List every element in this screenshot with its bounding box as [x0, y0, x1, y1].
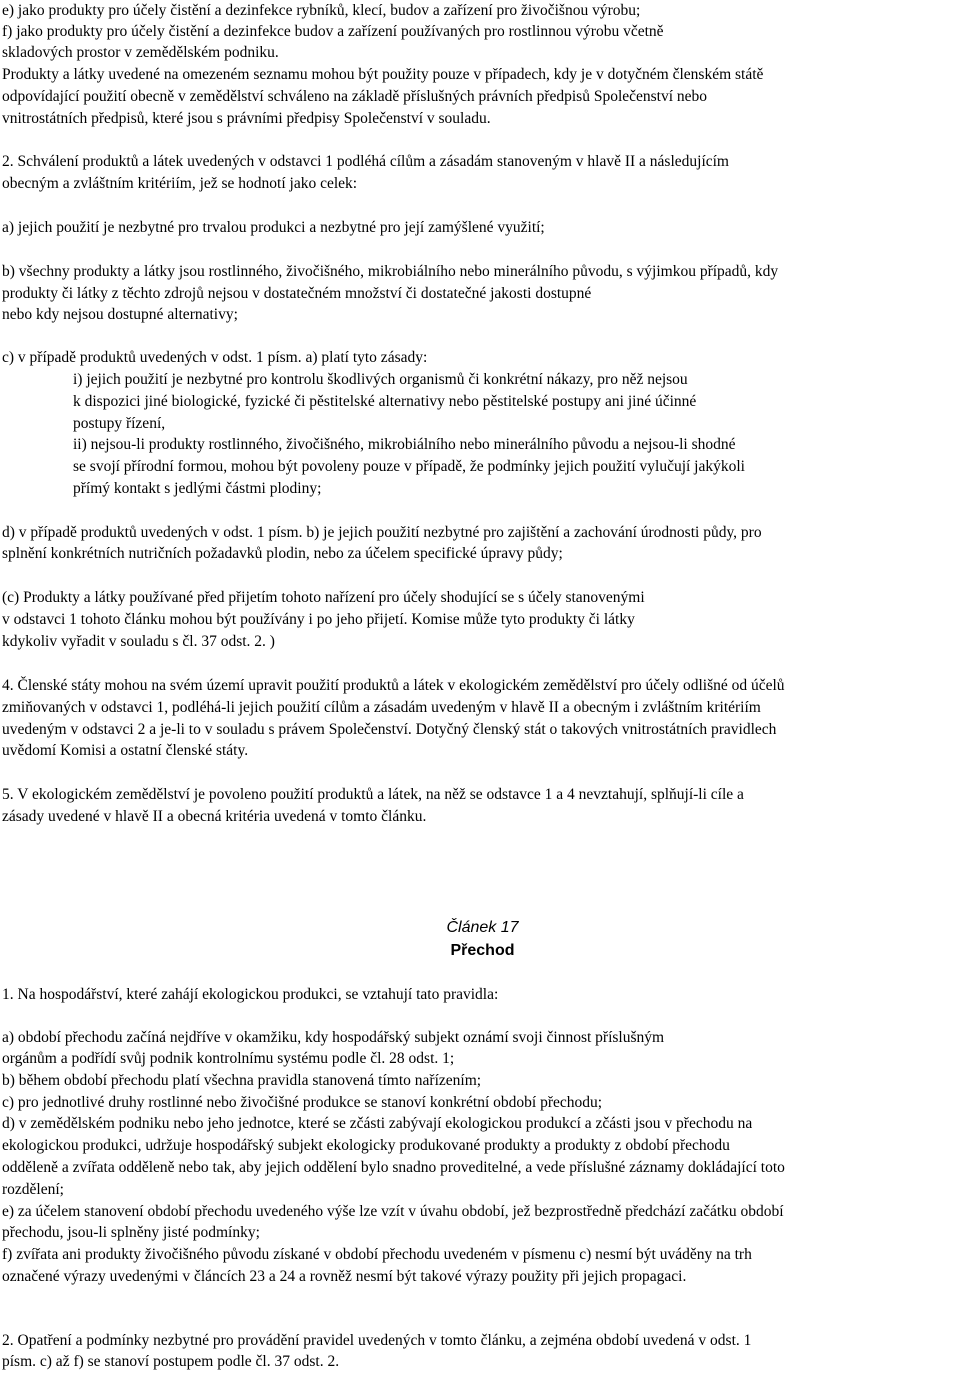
text-line: uvědomí Komisi a ostatní členské státy. — [2, 742, 249, 759]
text-line: f) zvířata ani produkty živočišného původu získané v období přechodu uvedeném v písmenu c) nesmí být uváděny na trh — [2, 1246, 752, 1263]
text-line: uvedeným v odstavci 2 a je-li to v souladu s právem Společenství. Dotyčný členský stát o takových vnitrostátních pravidlech — [2, 721, 777, 738]
text-line: splnění konkrétních nutričních požadavků plodin, nebo za účelem specifické úpravy půdy; — [2, 545, 563, 562]
text-line: přímý kontakt s jedlými částmi plodiny; — [73, 480, 322, 497]
text-line: 1. Na hospodářství, které zahájí ekologickou produkci, se vztahují tato pravidla: — [2, 986, 499, 1003]
text-line: d) v zemědělském podniku nebo jeho jednotce, které se zčásti zabývají ekologickou produkcí a zčásti jsou v přechodu na — [2, 1115, 753, 1132]
text-line: vnitrostátních předpisů, které jsou s právními předpisy Společenství v souladu. — [2, 110, 491, 127]
text-line: orgánům a podřídí svůj podnik kontrolnímu systému podle čl. 28 odst. 1; — [2, 1050, 455, 1067]
text-line: označené výrazy uvedenými v článcích 23 a 24 a rovněž nesmí být takové výrazy použity při jejich propagaci. — [2, 1268, 687, 1285]
text-line: 2. Opatření a podmínky nezbytné pro provádění pravidel uvedených v tomto článku, a zejména období uvedená v odst. 1 — [2, 1332, 752, 1349]
text-line: e) za účelem stanovení období přechodu uvedeného výše lze vzít v úvahu období, jež bezprostředně předchází začátku období — [2, 1203, 784, 1220]
article-number: Článek 17 — [446, 919, 519, 936]
text-line: a) období přechodu začíná nejdříve v okamžiku, kdy hospodářský subjekt oznámí svoji činnost příslušným — [2, 1029, 665, 1046]
text-line: se svojí přírodní formou, mohou být povoleny pouze v případě, že podmínky jejich použití vylučují jakýkoli — [73, 458, 745, 475]
text-line: d) v případě produktů uvedených v odst. 1 písm. b) je jejich použití nezbytné pro zajištění a zachování úrodnosti půdy, pro — [2, 524, 762, 541]
text-line: Produkty a látky uvedené na omezeném seznamu mohou být použity pouze v případech, kdy je v dotyčném členském státě — [2, 66, 764, 83]
text-line: k dispozici jiné biologické, fyzické či pěstitelské alternativy nebo pěstitelské postupy ani jiné účinné — [73, 393, 697, 410]
text-line: b) během období přechodu platí všechna pravidla stanovená tímto nařízením; — [2, 1072, 482, 1089]
text-line: odpovídající použití obecně v zemědělství schváleno na základě příslušných právních předpisů Společenství nebo — [2, 88, 708, 105]
text-line: postupy řízení, — [73, 415, 166, 432]
text-line: a) jejich použití je nezbytné pro trvalou produkci a nezbytné pro její zamýšlené využití; — [2, 219, 545, 236]
text-line: přechodu, jsou-li splněny jisté podmínky; — [2, 1224, 260, 1241]
text-line: zásady uvedené v hlavě II a obecná kritéria uvedená v tomto článku. — [2, 808, 427, 825]
text-line: produkty či látky z těchto zdrojů nejsou v dostatečném množství či dostatečné jakosti dostupné — [2, 285, 592, 302]
article-title: Přechod — [450, 942, 515, 959]
text-line: e) jako produkty pro účely čistění a dezinfekce rybníků, klecí, budov a zařízení pro živočišnou výrobu; — [2, 2, 641, 19]
text-line: c) v případě produktů uvedených v odst. 1 písm. a) platí tyto zásady: — [2, 349, 428, 366]
text-line: b) všechny produkty a látky jsou rostlinného, živočišného, mikrobiálního nebo minerálního původu, s výjimkou případů, kdy — [2, 263, 779, 280]
text-line: i) jejich použití je nezbytné pro kontrolu škodlivých organismů či konkrétní nákazy, pro něž nejsou — [73, 371, 688, 388]
text-line: 2. Schválení produktů a látek uvedených v odstavci 1 podléhá cílům a zásadám stanoveným v hlavě II a následujícím — [2, 153, 729, 170]
text-line: (c) Produkty a látky používané před přijetím tohoto nařízení pro účely shodující se s účely stanovenými — [2, 589, 645, 606]
text-line: rozdělení; — [2, 1181, 64, 1198]
text-line: skladových prostor v zemědělském podniku. — [2, 44, 279, 61]
text-line: 5. V ekologickém zemědělství je povoleno použití produktů a látek, na něž se odstavce 1 a 4 nevztahují, splňují-li cíle a — [2, 786, 744, 803]
text-line: zmiňovaných v odstavci 1, podléhá-li jejich použití cílům a zásadám uvedeným v hlavě II a obecným i zvláštním kritériím — [2, 699, 761, 716]
text-line: ii) nejsou-li produkty rostlinného, živočišného, mikrobiálního nebo minerálního původu a nejsou-li shodné — [73, 436, 736, 453]
text-line: nebo kdy nejsou dostupné alternativy; — [2, 306, 238, 323]
text-line: f) jako produkty pro účely čistění a dezinfekce budov a zařízení používaných pro rostlinnou výrobu včetně — [2, 23, 664, 40]
text-line: kdykoliv vyřadit v souladu s čl. 37 odst. 2. ) — [2, 633, 275, 650]
text-line: 4. Členské státy mohou na svém území upravit použití produktů a látek v ekologickém zemědělství pro účely odlišné od účelů — [2, 677, 785, 694]
text-line: písm. c) až f) se stanoví postupem podle čl. 37 odst. 2. — [2, 1353, 340, 1370]
text-line: odděleně a zvířata odděleně nebo tak, aby jejich oddělení bylo snadno proveditelné, a vede příslušné záznamy dokládající toto — [2, 1159, 785, 1176]
text-line: v odstavci 1 tohoto článku mohou být používány i po jeho přijetí. Komise může tyto produkty či látky — [2, 611, 635, 628]
text-line: ekologickou produkci, udržuje hospodářský subjekt ekologicky produkované produkty a produkty z období přechodu — [2, 1137, 730, 1154]
text-line: obecným a zvláštním kritériím, jež se hodnotí jako celek: — [2, 175, 358, 192]
text-line: c) pro jednotlivé druhy rostlinné nebo živočišné produkce se stanoví konkrétní období přechodu; — [2, 1094, 603, 1111]
